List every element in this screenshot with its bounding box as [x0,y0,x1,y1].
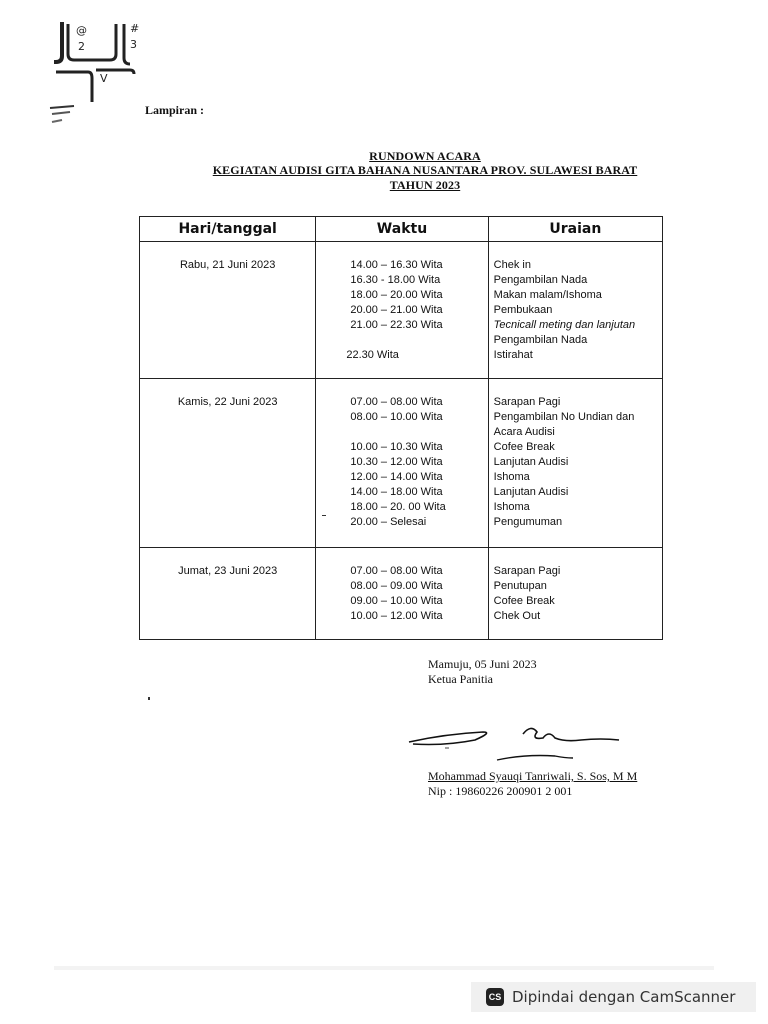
attachment-label: Lampiran : [145,103,205,117]
agenda-item: Pengumuman [493,516,563,528]
key-at: @ [76,24,87,37]
agenda-item: Pengambilan No Undian dan [493,411,635,423]
agenda-item: Cofee Break [493,441,555,453]
time-entry: 09.00 – 10.00 Wita [350,595,443,607]
time-entry [350,425,486,440]
place-date: Mamuju, 05 Juni 2023 [428,657,537,671]
header-description: Uraian [488,217,662,242]
title-rundown: RUNDOWN ACARA [369,149,481,163]
signer-name: Mohammad Syauqi Tanriwali, S. Sos, M M [428,769,638,783]
title-year: TAHUN 2023 [389,178,461,192]
time-entry: 10.00 – 10.30 Wita [350,441,443,453]
camscanner-icon: CS [486,988,504,1006]
table-row [140,548,663,640]
scan-speck [322,515,326,516]
header-day: Hari/tanggal [140,217,316,242]
agenda-item: Ishoma [493,471,530,483]
time-entry: 14.00 – 16.30 Wita [350,259,443,271]
agenda-item: Acara Audisi [493,426,555,438]
time-cell [316,548,488,640]
key-v: V [100,72,108,85]
time-entry: 21.00 – 22.30 Wita [350,319,443,331]
handwritten-signature [405,720,625,768]
agenda-item: Sarapan Pagi [493,396,561,408]
time-entry: 18.00 – 20. 00 Wita [350,501,446,513]
keyboard-corner-image [0,0,160,140]
table-header-row [140,217,663,242]
agenda-item: Chek in [493,259,531,271]
key-hash: # [130,22,140,35]
agenda-item: Penutupan [493,580,547,592]
day-cell: Rabu, 21 Juni 2023 [140,242,316,379]
scan-speck [148,697,150,700]
time-entry: 14.00 – 18.00 Wita [350,486,443,498]
time-entry: 16.30 - 18.00 Wita [350,274,441,286]
day-cell: Kamis, 22 Juni 2023 [140,379,316,548]
agenda-item: Lanjutan Audisi [493,456,569,468]
agenda-item: Pengambilan Nada [493,274,588,286]
table-row [140,242,663,379]
signer-role: Ketua Panitia [428,672,493,686]
agenda-item: Chek Out [493,610,541,622]
table-row [140,379,663,548]
time-entry: 08.00 – 10.00 Wita [350,411,443,423]
camscanner-badge [471,982,756,1012]
time-entry: 07.00 – 08.00 Wita [350,396,443,408]
time-entry: 08.00 – 09.00 Wita [350,580,443,592]
header-time: Waktu [316,217,488,242]
signer-nip: Nip : 19860226 200901 2 001 [428,784,573,798]
agenda-item: Sarapan Pagi [493,565,561,577]
agenda-item: Ishoma [493,501,530,513]
paper-edge [54,966,714,970]
agenda-item: Lanjutan Audisi [493,486,569,498]
agenda-item: Cofee Break [493,595,555,607]
description-cell [488,242,662,379]
rundown-table [139,216,663,640]
key-3: 3 [130,38,137,51]
time-entry: 07.00 – 08.00 Wita [350,565,443,577]
time-entry: 12.00 – 14.00 Wita [350,471,443,483]
time-cell [316,242,488,379]
time-entry: 20.00 – Selesai [350,516,427,528]
agenda-item: Istirahat [493,349,533,361]
time-entry: 10.30 – 12.00 Wita [350,456,443,468]
agenda-item: Pengambilan Nada [493,334,588,346]
agenda-item: Pembukaan [493,304,553,316]
time-cell [316,379,488,548]
title-event: KEGIATAN AUDISI GITA BAHANA NUSANTARA PROV. SULAWESI BARAT [212,163,638,177]
description-cell [488,548,662,640]
agenda-item: Tecnicall meting dan lanjutan [493,319,636,331]
time-entry: 18.00 – 20.00 Wita [350,289,443,301]
camscanner-text: Dipindai dengan CamScanner [512,988,736,1006]
agenda-item: Makan malam/Ishoma [493,289,602,301]
time-entry: 22.30 Wita [346,349,399,361]
key-2: 2 [78,40,85,53]
time-entry: 20.00 – 21.00 Wita [350,304,443,316]
day-cell: Jumat, 23 Juni 2023 [140,548,316,640]
description-cell [488,379,662,548]
time-entry: 10.00 – 12.00 Wita [350,610,443,622]
time-entry [350,333,486,348]
